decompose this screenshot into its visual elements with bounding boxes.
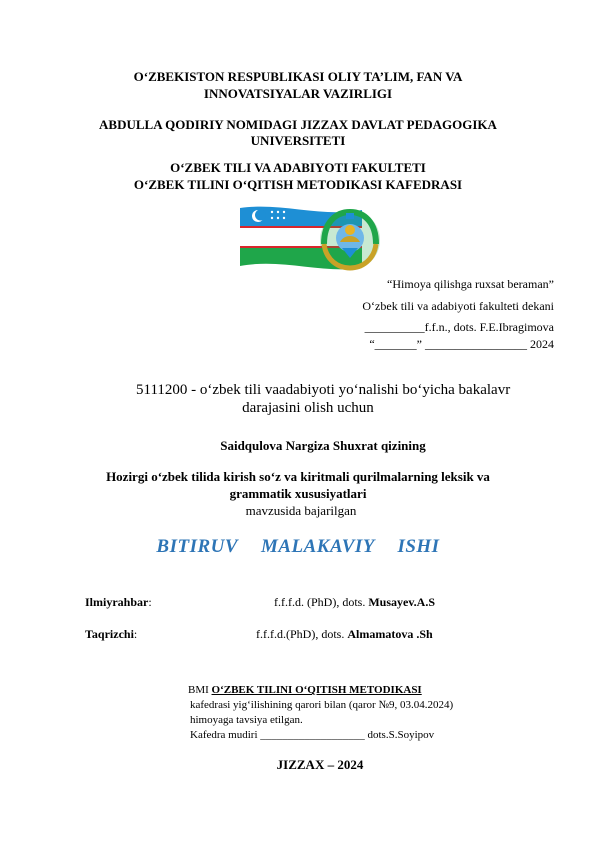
approval-line-2: O‘zbek tili va adabiyoti fakulteti dekani [362, 299, 554, 313]
recommendation-line-3: himoyaga tavsiya etilgan. [190, 714, 303, 726]
degree-line-2: darajasini olish uchun [242, 400, 374, 416]
recommendation-line-1: BMI O‘ZBEK TILINI O‘QITISH METODIKASI [188, 684, 422, 696]
approval-line-3: __________f.f.n., dots. F.E.Ibragimova [364, 320, 554, 334]
ministry-line-2: INNOVATSIYALAR VAZIRLIGI [203, 86, 393, 101]
reviewer-value: f.f.f.d.(PhD), dots. Almamatova .Sh [256, 627, 433, 641]
topic-line-2: grammatik xususiyatlari [229, 486, 367, 501]
recommendation-line-4: Kafedra mudiri ___________________ dots.S.Soyipov [190, 729, 435, 741]
degree-line-1: 5111200 - o‘zbek tili vaadabiyoti yo‘nalishi bo‘yicha bakalavr [136, 382, 511, 398]
department-name: O‘ZBEK TILINI O‘QITISH METODIKASI KAFEDRASI [133, 177, 463, 192]
university-line-2: UNIVERSITETI [250, 133, 346, 148]
university-line-1: ABDULLA QODIRIY NOMIDAGI JIZZAX DAVLAT PEDAGOGIKA [99, 117, 497, 132]
author-name: Saidqulova Nargiza Shuxrat qizining [220, 438, 426, 453]
faculty-name: O‘ZBEK TILI VA ADABIYOTI FAKULTETI [170, 160, 426, 175]
work-title: BITIRUV MALAKAVIY ISHI [156, 536, 440, 557]
supervisor-value: f.f.f.d. (PhD), dots. Musayev.A.S [274, 595, 436, 609]
recommendation-line-2: kafedrasi yig‘ilishining qarori bilan (qaror №9, 03.04.2024) [190, 699, 454, 711]
topic-line-1: Hozirgi o‘zbek tilida kirish so‘z va kiritmali qurilmalarning leksik va [106, 469, 490, 484]
topic-line-3: mavzusida bajarilgan [245, 503, 357, 518]
uzbekistan-flag-and-state-emblem-icon [232, 204, 408, 272]
footer-city-year: JIZZAX – 2024 [276, 757, 364, 772]
ministry-line-1: O‘ZBEKISTON RESPUBLIKASI OLIY TA’LIM, FAN VA [133, 69, 463, 84]
supervisor-label: Ilmiyrahbar: [85, 595, 152, 609]
approval-line-1: “Himoya qilishga ruxsat beraman” [387, 277, 554, 291]
approval-line-4: “_______” _________________ 2024 [369, 337, 554, 351]
reviewer-label: Taqrizchi: [85, 627, 138, 641]
